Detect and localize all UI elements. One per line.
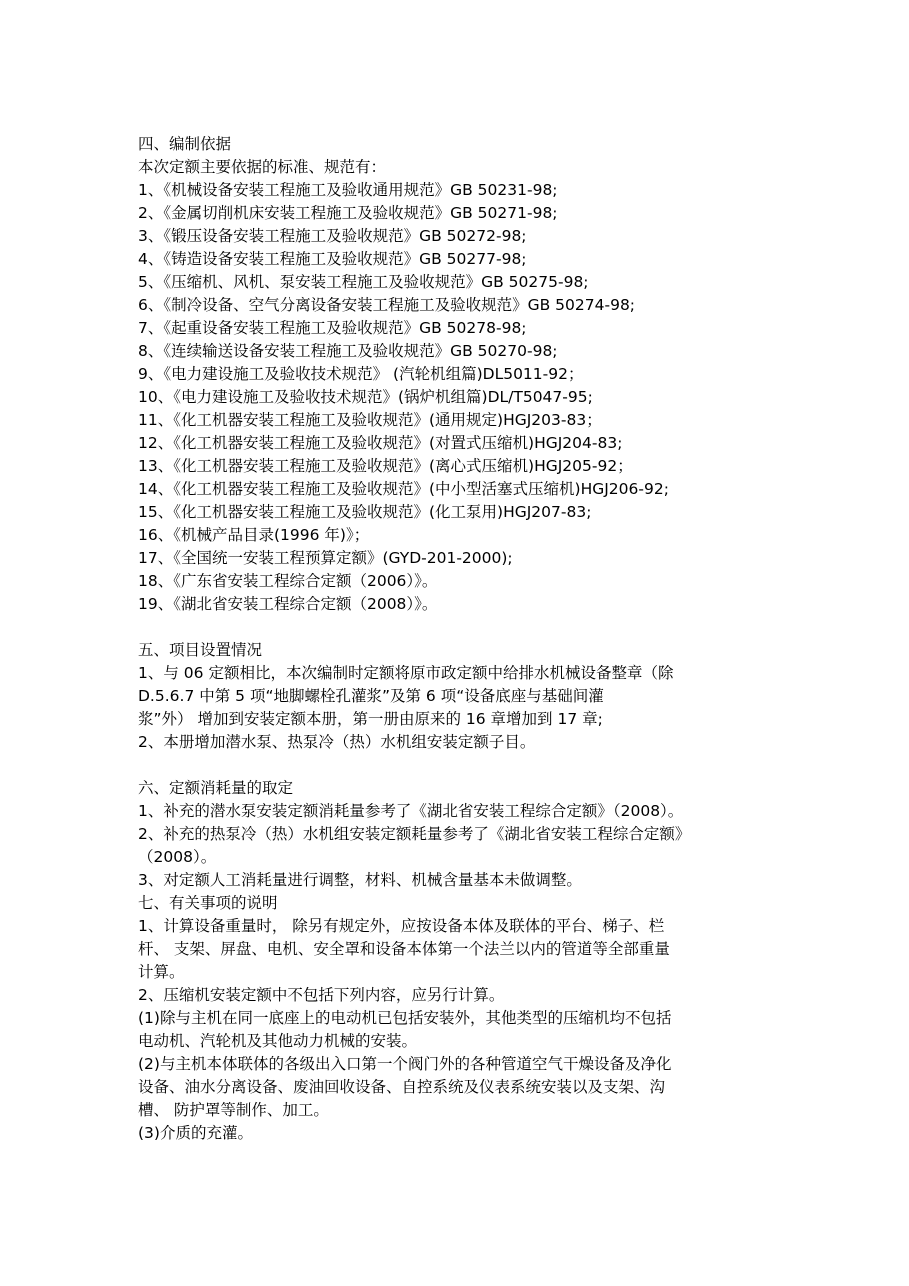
paragraph-line: 电动机、汽轮机及其他动力机械的安装。 [138, 1032, 418, 1050]
paragraph-line: 计算。 [138, 963, 185, 981]
paragraph-line: 2、本册增加潜水泵、热泵冷（热）水机组安装定额子目。 [138, 733, 536, 751]
section-heading-notes: 七、有关事项的说明 [138, 894, 278, 912]
paragraph-line: (3)介质的充灌。 [138, 1124, 253, 1142]
list-item: 13、《化工机器安装工程施工及验收规范》(离心式压缩机)HGJ205-92； [138, 457, 633, 475]
spacer [138, 616, 778, 639]
list-item: 5、《压缩机、风机、泵安装工程施工及验收规范》GB 50275-98; [138, 273, 589, 291]
paragraph-line: 1、补充的潜水泵安装定额消耗量参考了《湖北省安装工程综合定额》（2008）。 [138, 802, 684, 820]
section-heading-consumption: 六、定额消耗量的取定 [138, 779, 294, 797]
list-item: 9、《电力建设施工及验收技术规范》 (汽轮机组篇)DL5011-92； [138, 365, 584, 383]
paragraph-line: 杆、 支架、屏盘、电机、安全罩和设备本体第一个法兰以内的管道等全部重量 [138, 940, 670, 958]
paragraph-line: 浆”外） 增加到安装定额本册，第一册由原来的 16 章增加到 17 章; [138, 710, 603, 728]
paragraph-line: 2、压缩机安装定额中不包括下列内容，应另行计算。 [138, 986, 505, 1004]
list-item: 16、《机械产品目录(1996 年)》； [138, 526, 370, 544]
paragraph-line: （2008）。 [138, 848, 217, 866]
paragraph-line: (1)除与主机在同一底座上的电动机已包括安装外，其他类型的压缩机均不包括 [138, 1009, 672, 1027]
paragraph-line: 槽、 防护罩等制作、加工。 [138, 1101, 329, 1119]
paragraph-line: 1、与 06 定额相比，本次编制时定额将原市政定额中给排水机械设备整章（除 [138, 664, 674, 682]
paragraph-line: 设备、油水分离设备、废油回收设备、自控系统及仪表系统安装以及支架、沟 [138, 1078, 666, 1096]
paragraph-line: D.5.6.7 中第 5 项“地脚螺栓孔灌浆”及第 6 项“设备底座与基础间灌 [138, 687, 604, 705]
spacer [138, 754, 778, 777]
paragraph-line: 2、补充的热泵冷（热）水机组安装定额耗量参考了《湖北省安装工程综合定额》 [138, 825, 691, 843]
document-body [138, 133, 778, 1145]
list-item: 18、《广东省安装工程综合定额（2006）》。 [138, 572, 438, 590]
paragraph-line: 1、计算设备重量时， 除另有规定外，应按设备本体及联体的平台、梯子、栏 [138, 917, 665, 935]
section-heading-setup: 五、项目设置情况 [138, 641, 263, 659]
list-item: 12、《化工机器安装工程施工及验收规范》(对置式压缩机)HGJ204-83; [138, 434, 623, 452]
list-item: 4、《铸造设备安装工程施工及验收规范》GB 50277-98; [138, 250, 527, 268]
list-item: 14、《化工机器安装工程施工及验收规范》(中小型活塞式压缩机)HGJ206-92; [138, 480, 669, 498]
list-item: 8、《连续输送设备安装工程施工及验收规范》GB 50270-98; [138, 342, 558, 360]
list-item: 7、《起重设备安装工程施工及验收规范》GB 50278-98; [138, 319, 527, 337]
list-item: 2、《金属切削机床安装工程施工及验收规范》GB 50271-98; [138, 204, 558, 222]
paragraph-line: 3、对定额人工消耗量进行调整，材料、机械含量基本未做调整。 [138, 871, 582, 889]
standards-list [138, 179, 778, 616]
paragraph-line: (2)与主机本体联体的各级出入口第一个阀门外的各种管道空气干燥设备及净化 [138, 1055, 672, 1073]
list-item: 19、《湖北省安装工程综合定额（2008）》。 [138, 595, 438, 613]
section-heading-basis: 四、编制依据 [138, 135, 232, 153]
list-item: 17、《全国统一安装工程预算定额》(GYD-201-2000); [138, 549, 513, 567]
list-item: 15、《化工机器安装工程施工及验收规范》(化工泵用)HGJ207-83; [138, 503, 592, 521]
list-item: 3、《锻压设备安装工程施工及验收规范》GB 50272-98; [138, 227, 527, 245]
list-item: 11、《化工机器安装工程施工及验收规范》(通用规定)HGJ203-83； [138, 411, 602, 429]
list-item: 1、《机械设备安装工程施工及验收通用规范》GB 50231-98; [138, 181, 558, 199]
list-item: 10、《电力建设施工及验收技术规范》(锅炉机组篇)DL/T5047-95; [138, 388, 593, 406]
section-intro: 本次定额主要依据的标准、规范有： [138, 158, 387, 176]
list-item: 6、《制冷设备、空气分离设备安装工程施工及验收规范》GB 50274-98; [138, 296, 636, 314]
